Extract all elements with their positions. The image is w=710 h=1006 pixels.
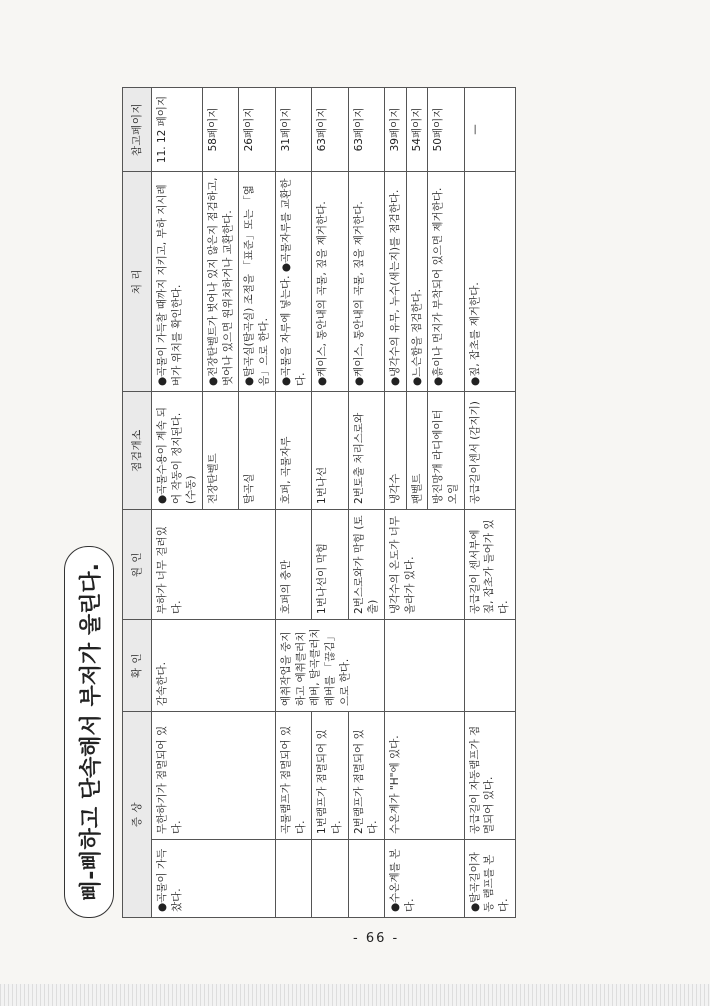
header-check: 확 인 — [123, 619, 152, 711]
ref-page-cell: 63페이지 — [348, 87, 384, 171]
check-cell — [464, 619, 515, 711]
cause-cell: 부하가 너무 걸려있다. — [152, 509, 276, 619]
cause-cell: 2번스로와가 막힘 (토출) — [348, 509, 384, 619]
check-point-cell: 탈곡실 — [239, 391, 275, 509]
ref-page-cell: 63페이지 — [312, 87, 348, 171]
table-row — [348, 87, 384, 917]
cause-cell: 공급길이 센서부에 짚, 잡초가 들어가 있다. — [464, 509, 515, 619]
condition-cell: 무한하기가 점멸되어 있다. — [152, 711, 276, 839]
table-header-row — [123, 87, 152, 917]
action-cell: ●냉각수의 유무, 누수(새는지)를 점검한다. — [384, 171, 406, 391]
ref-page-cell: 39페이지 — [384, 87, 406, 171]
table-row — [464, 87, 515, 917]
action-cell: ●전장탄벨트가 벗어나 있지 않은지 점검하고, 벗어나 있으면 원위치하거나 교환한다. — [203, 171, 239, 391]
check-point-cell: 전장탄벨트 — [203, 391, 239, 509]
condition-cell: 수온계가 "H"에 있다. — [384, 711, 464, 839]
header-cause: 원 인 — [123, 509, 152, 619]
header-symptom: 증 상 — [123, 711, 152, 917]
check-cell: 예취작업을 중지하고 예취클러치레버, 탈곡클러치레버를 「끊김」으로 한다. — [275, 619, 384, 711]
table-row — [152, 87, 203, 917]
action-cell: ●느슨함을 점검한다. — [406, 171, 428, 391]
cause-cell: 호퍼의 충만 — [275, 509, 311, 619]
ref-page-cell: 54페이지 — [406, 87, 428, 171]
symptom-cell — [348, 840, 384, 918]
check-point-cell: 방진망개 라디에이터 오일 — [428, 391, 464, 509]
header-ref-page: 참고페이지 — [123, 87, 152, 171]
action-cell: ●케이스, 통안내의 곡물, 짚을 제거한다. — [348, 171, 384, 391]
check-point-cell: 팬벨트 — [406, 391, 428, 509]
cause-cell: 1번나선이 막힘 — [312, 509, 348, 619]
symptom-cell: ●곡물이 가득 찼다. — [152, 840, 276, 918]
header-check-point: 점검개소 — [123, 391, 152, 509]
header-action: 처 리 — [123, 171, 152, 391]
cause-cell: 냉각수의 온도가 너무 올라가 있다. — [384, 509, 464, 619]
symptom-cell — [275, 840, 311, 918]
symptom-cell: ●탈곡길이자동 램프를 본다. — [464, 840, 515, 918]
troubleshooting-table — [122, 87, 516, 918]
section-title-text: 삐-삐하고 단속해서 부저가 울린다. — [78, 563, 104, 901]
scan-edge-strip — [0, 984, 710, 1006]
check-point-cell: ●곡물수용이 계속 되어 작동이 정지된다. (수동) — [152, 391, 203, 509]
condition-cell: 공급길이 자동램프가 점멸되어 있다. — [464, 711, 515, 839]
condition-cell: 2번램프가 점멸되어 있다. — [348, 711, 384, 839]
ref-page-cell: 26페이지 — [239, 87, 275, 171]
check-point-cell: 1번나선 — [312, 391, 348, 509]
action-cell: ●흙이나 먼지가 부착되어 있으면 제거한다. — [428, 171, 464, 391]
ref-page-cell: 50페이지 — [428, 87, 464, 171]
symptom-cell — [312, 840, 348, 918]
section-title — [64, 546, 114, 918]
check-point-cell: 호퍼, 곡물자루 — [275, 391, 311, 509]
ref-page-cell: 58페이지 — [203, 87, 239, 171]
action-cell: ●곡물이 가득찰 때까지 지키고, 부하 지시레버가 위치를 확인한다. — [152, 171, 203, 391]
page-number: - 66 - — [353, 931, 400, 946]
table-row — [275, 87, 311, 917]
action-cell: ●케이스, 통안내의 곡물, 짚을 제거한다. — [312, 171, 348, 391]
rotated-content — [64, 68, 646, 938]
condition-cell: 곡물램프가 점멸되어 있다. — [275, 711, 311, 839]
check-cell — [384, 619, 464, 711]
action-cell: ●탈곡실(탈곡실) 조절을 「표준」또는 「엷음」으로 한다. — [239, 171, 275, 391]
condition-cell: 1번램프가 점멸되어 있다. — [312, 711, 348, 839]
check-point-cell: 2번토출 처리스로와 — [348, 391, 384, 509]
check-cell: 감속한다. — [152, 619, 276, 711]
table-row — [384, 87, 406, 917]
check-point-cell: 공급길이센서 (감지기) — [464, 391, 515, 509]
check-point-cell: 냉각수 — [384, 391, 406, 509]
action-cell: ●짚, 잡초를 제거한다. — [464, 171, 515, 391]
ref-page-cell: 31페이지 — [275, 87, 311, 171]
table-row — [312, 87, 348, 917]
action-cell: ●곡물을 자루에 넣는다. ●곡물자루를 교환한다. — [275, 171, 311, 391]
symptom-cell: ●수온계를 본다. — [384, 840, 464, 918]
ref-page-cell: 11. 12 페이지 — [152, 87, 203, 171]
ref-page-cell: — — [464, 87, 515, 171]
